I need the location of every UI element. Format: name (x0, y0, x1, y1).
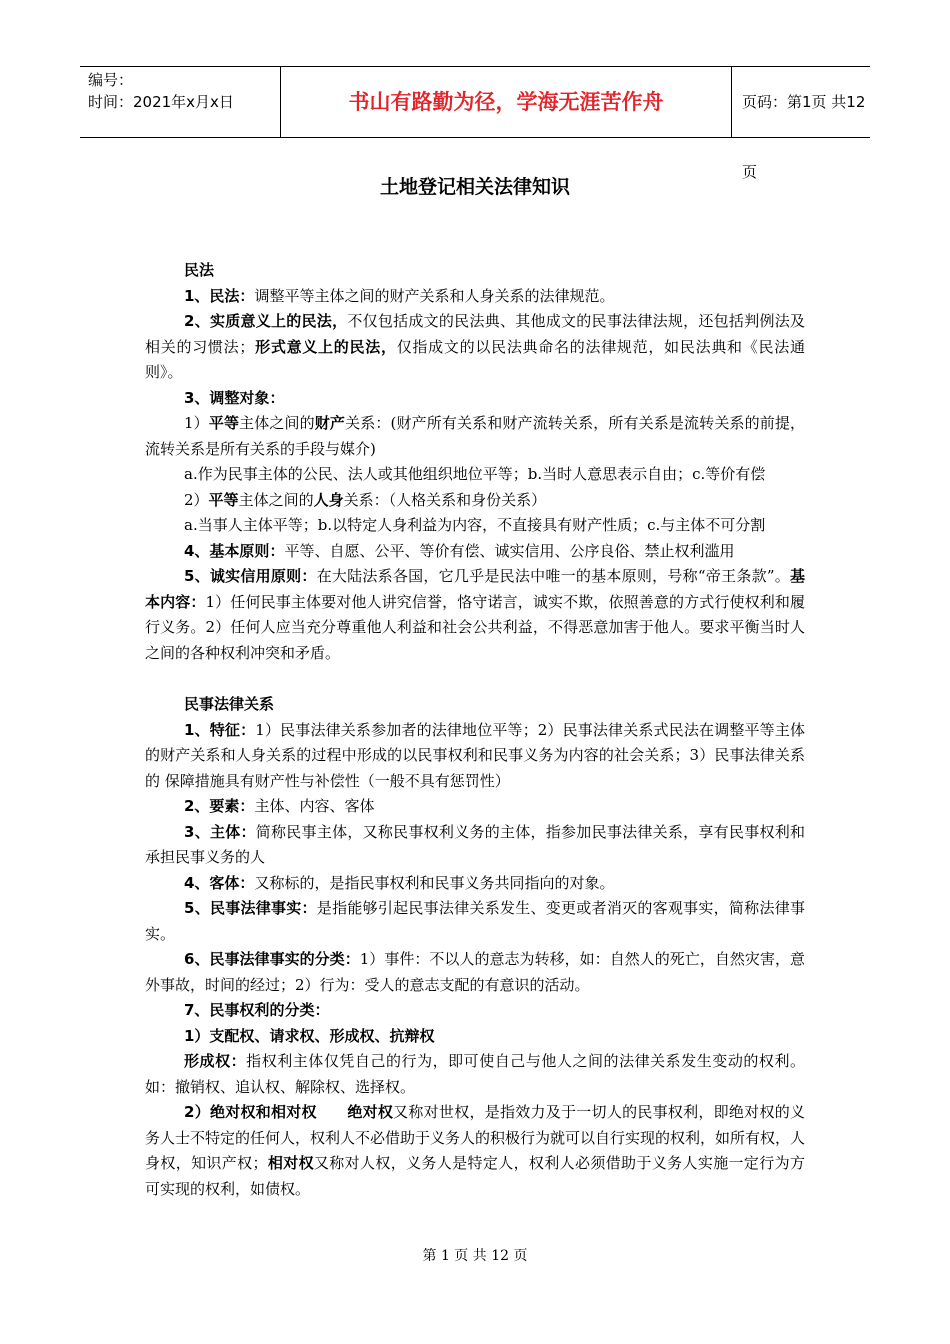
motto: 书山有路勤为径，学海无涯苦作舟 (281, 67, 732, 137)
paragraph: 3、调整对象： (184, 388, 285, 407)
header-table (80, 66, 870, 181)
paragraph: 5、民事法律事实：是指能够引起民事法律关系发生、变更或者消灭的客观事实，简称法律事实。 (145, 899, 805, 943)
paragraph: 6、民事法律事实的分类：1）事件：不以人的意志为转移，如：自然人的死亡，自然灾害，意外事故，时间的经过；2）行为：受人的意志支配的有意识的活动。 (145, 950, 805, 994)
paragraph: 1）平等主体之间的财产关系：(财产所有关系和财产流转关系，所有关系是流转关系的前提，流转关系是所有关系的手段与媒介) (145, 414, 805, 458)
paragraph: 1、民法：调整平等主体之间的财产关系和人身关系的法律规范。 (184, 286, 615, 305)
paragraph: 7、民事权利的分类： (184, 1001, 330, 1019)
header-meta (80, 67, 281, 137)
paragraph: 2）平等主体之间的人身关系：（人格关系和身份关系） (184, 490, 547, 509)
page-footer: 第 1 页 共 12 页 (422, 1248, 528, 1264)
paragraph: 2）绝对权和相对权 绝对权又称对世权，是指效力及于一切人的民事权利，即绝对权的义务人士不特定的任何人，权利人不必借助于义务人的积极行为就可以自行实现的权利，如所有权，人身权，知识产权；相对权又称对人权，义务人是特定人，权利人必须借助于义务人实施一定行为方可实现的权利，如债权。 (145, 1103, 806, 1198)
page-info: 页码：第1页 共12页 (742, 93, 866, 181)
document-title: 土地登记相关法律知识 (379, 176, 570, 198)
paragraph: 3、主体：简称民事主体，又称民事权利义务的主体，指参加民事法律关系，享有民事权利和承担民事义务的人 (145, 822, 805, 866)
time-label: 时间：2021年x月x日 (88, 93, 234, 111)
paragraph: 形成权：指权利主体仅凭自己的行为，即可使自己与他人之间的法律关系发生变动的权利。如：撤销权、追认权、解除权、选择权。 (145, 1052, 805, 1096)
paragraph: 1、特征：1）民事法律关系参加者的法律地位平等；2）民事法律关系式民法在调整平等主体的财产关系和人身关系的过程中形成的以民事权利和民事义务为内容的社会关系；3）民事法律关系的 保障措施具有财产性与补偿性（一般不具有惩罚性） (145, 720, 806, 790)
document-body (145, 258, 805, 1202)
paragraph: 1）支配权、请求权、形成权、抗辩权 (184, 1026, 435, 1045)
section-heading: 民法 (184, 261, 215, 279)
paragraph: 2、实质意义上的民法，不仅包括成文的民法典、其他成文的民事法律法规，还包括判例法及相关的习惯法；形式意义上的民法，仅指成文的以民法典命名的法律规范，如民法典和《民法通则》。 (145, 312, 805, 381)
paragraph: 4、基本原则：平等、自愿、公平、等价有偿、诚实信用、公序良俗、禁止权利滥用 (184, 541, 735, 560)
paragraph: a.当事人主体平等；b.以特定人身利益为内容，不直接具有财产性质；c.与主体不可分割 (184, 516, 766, 534)
section-heading: 民事法律关系 (184, 695, 275, 713)
paragraph: a.作为民事主体的公民、法人或其他组织地位平等；b.当时人意思表示自由；c.等价有偿 (184, 465, 766, 483)
paragraph: 4、客体：又称标的，是指民事权利和民事义务共同指向的对象。 (184, 873, 615, 892)
number-label: 编号： (88, 71, 134, 89)
paragraph: 5、诚实信用原则：在大陆法系各国，它几乎是民法中唯一的基本原则，号称“帝王条款”。基本内容：1）任何民事主体要对他人讲究信誉，恪守诺言，诚实不欺，依照善意的方式行使权利和履行义务。2）任何人应当充分尊重他人利益和社会公共利益，不得恶意加害于他人。要求平衡当时人之间的各种权利冲突和矛盾。 (145, 567, 805, 662)
paragraph: 2、要素：主体、内容、客体 (184, 797, 375, 815)
